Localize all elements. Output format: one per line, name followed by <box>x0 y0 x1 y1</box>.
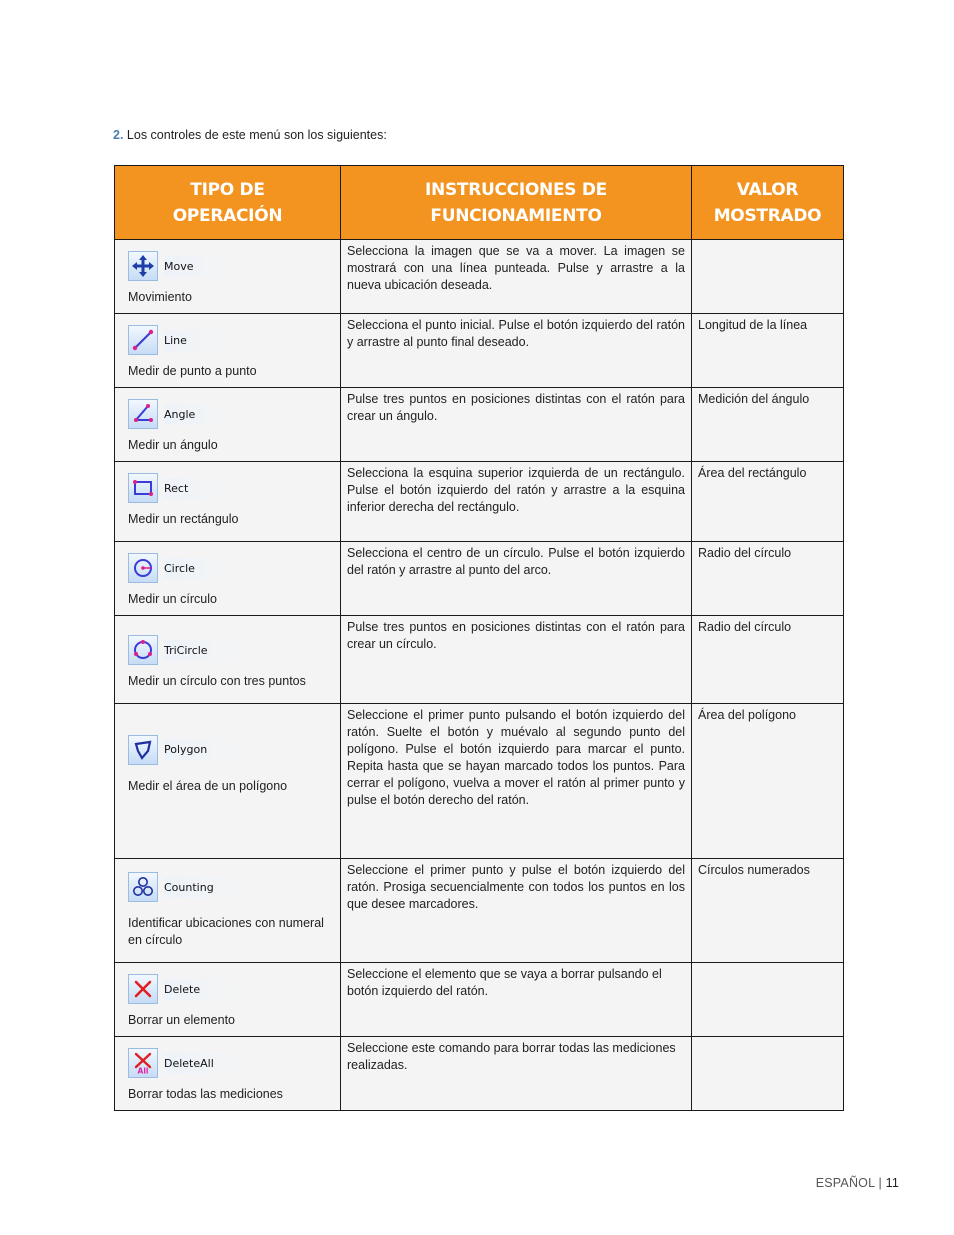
operation-label: Medir un rectángulo <box>128 512 239 526</box>
value-cell: Medición del ángulo <box>692 388 844 462</box>
instructions-cell: Seleccione el elemento que se vaya a borrar pulsando el botón izquierdo del ratón. <box>341 963 692 1037</box>
table-row <box>115 240 844 314</box>
delete-icon <box>128 974 158 1004</box>
value-cell: Área del rectángulo <box>692 462 844 542</box>
operation-label: Medir un círculo con tres puntos <box>128 674 306 688</box>
tool-name: Circle <box>164 558 235 579</box>
table-row <box>115 616 844 704</box>
header-value-shown: VALOR MOSTRADO <box>692 166 844 240</box>
instructions-cell: Pulse tres puntos en posiciones distintas con el ratón para crear un círculo. <box>341 616 692 704</box>
tool-line <box>128 324 332 356</box>
intro-paragraph <box>113 128 387 142</box>
svg-text:All: All <box>137 1066 149 1074</box>
table-row <box>115 314 844 388</box>
circle-icon <box>128 553 158 583</box>
value-cell <box>692 240 844 314</box>
operation-label: Borrar todas las mediciones <box>128 1087 283 1101</box>
table-row <box>115 542 844 616</box>
table-row <box>115 963 844 1037</box>
page-number: 11 <box>885 1176 899 1190</box>
operation-label: Medir un ángulo <box>128 438 218 452</box>
operation-cell <box>115 616 341 704</box>
instructions-cell: Selecciona el punto inicial. Pulse el botón izquierdo del ratón y arrastre al punto final deseado. <box>341 314 692 388</box>
operation-cell <box>115 462 341 542</box>
footer-separator: | <box>878 1176 882 1190</box>
counting-icon <box>128 872 158 902</box>
table-row <box>115 704 844 859</box>
intro-number: 2. <box>113 128 124 142</box>
table-row <box>115 462 844 542</box>
value-cell <box>692 1037 844 1111</box>
tool-circle <box>128 552 332 584</box>
operations-table <box>114 165 844 1111</box>
tool-name: DeleteAll <box>164 1053 254 1074</box>
operation-cell <box>115 542 341 616</box>
instructions-cell: Selecciona la esquina superior izquierda de un rectángulo. Pulse el botón izquierdo del ratón y arrastre a la esquina inferior derecha del rectángulo. <box>341 462 692 542</box>
instructions-cell: Seleccione el primer punto y pulse el botón izquierdo del ratón. Prosiga secuencialmente con todos los puntos en los que desee marcadores. <box>341 859 692 963</box>
operation-cell <box>115 388 341 462</box>
footer-language: ESPAÑOL <box>815 1176 875 1190</box>
tool-name: TriCircle <box>164 640 248 661</box>
operation-cell <box>115 1037 341 1111</box>
value-cell: Radio del círculo <box>692 616 844 704</box>
tool-name: Move <box>164 256 234 277</box>
tool-delete <box>128 973 332 1005</box>
operation-label: Movimiento <box>128 290 192 304</box>
instructions-cell: Seleccione el primer punto pulsando el botón izquierdo del ratón. Suelte el botón y muévalo al segundo punto del polígono. Pulse el botón izquierdo para marcar el punto. Repita hasta que se hayan marcado todos los puntos. Para cerrar el polígono, vuelva a mover el ratón al primer punto y pulse el botón derecho del ratón. <box>341 704 692 859</box>
table-row <box>115 1037 844 1111</box>
value-cell: Radio del círculo <box>692 542 844 616</box>
header-operation-type: TIPO DE OPERACIÓN <box>115 166 341 240</box>
operation-label: Medir el área de un polígono <box>128 778 288 793</box>
tool-rect <box>128 472 332 504</box>
delete-all-icon <box>128 1048 158 1078</box>
operation-label: Medir de punto a punto <box>128 364 257 378</box>
tool-name: Rect <box>164 478 228 499</box>
intro-text: Los controles de este menú son los siguientes: <box>126 128 387 142</box>
instructions-cell: Pulse tres puntos en posiciones distintas con el ratón para crear un ángulo. <box>341 388 692 462</box>
header-instructions: INSTRUCCIONES DE FUNCIONAMIENTO <box>341 166 692 240</box>
tool-name: Angle <box>164 404 235 425</box>
page-footer <box>816 1176 899 1190</box>
instructions-cell: Seleccione este comando para borrar todas las mediciones realizadas. <box>341 1037 692 1111</box>
angle-icon <box>128 399 158 429</box>
value-cell: Longitud de la línea <box>692 314 844 388</box>
instructions-cell: Selecciona la imagen que se va a mover. La imagen se mostrará con una línea punteada. Pulse y arrastre a la nueva ubicación deseada. <box>341 240 692 314</box>
tool-name: Delete <box>164 979 240 1000</box>
table-header-row <box>115 166 844 240</box>
tool-name: Line <box>164 330 227 351</box>
instructions-cell: Selecciona el centro de un círculo. Pulse el botón izquierdo del ratón y arrastre al punto del arco. <box>341 542 692 616</box>
table-row <box>115 859 844 963</box>
tool-polygon <box>128 734 332 766</box>
tool-delete-all <box>128 1047 332 1079</box>
value-cell <box>692 963 844 1037</box>
operation-label: Medir un círculo <box>128 592 217 606</box>
operation-cell <box>115 859 341 963</box>
line-icon <box>128 325 158 355</box>
tool-name: Counting <box>164 877 254 898</box>
tool-counting <box>128 871 332 903</box>
tool-name: Polygon <box>164 739 247 760</box>
operation-cell <box>115 240 341 314</box>
tool-tricircle <box>128 634 332 666</box>
tool-move <box>128 250 332 282</box>
operation-cell <box>115 963 341 1037</box>
operation-cell <box>115 704 341 859</box>
tricircle-icon <box>128 635 158 665</box>
polygon-icon <box>128 735 158 765</box>
value-cell: Área del polígono <box>692 704 844 859</box>
table-row <box>115 388 844 462</box>
move-icon <box>128 251 158 281</box>
rectangle-icon <box>128 473 158 503</box>
operation-cell <box>115 314 341 388</box>
tool-angle <box>128 398 332 430</box>
value-cell: Círculos numerados <box>692 859 844 963</box>
operation-label: Borrar un elemento <box>128 1013 236 1027</box>
operation-label: Identificar ubicaciones con numeral en círculo <box>128 916 324 947</box>
